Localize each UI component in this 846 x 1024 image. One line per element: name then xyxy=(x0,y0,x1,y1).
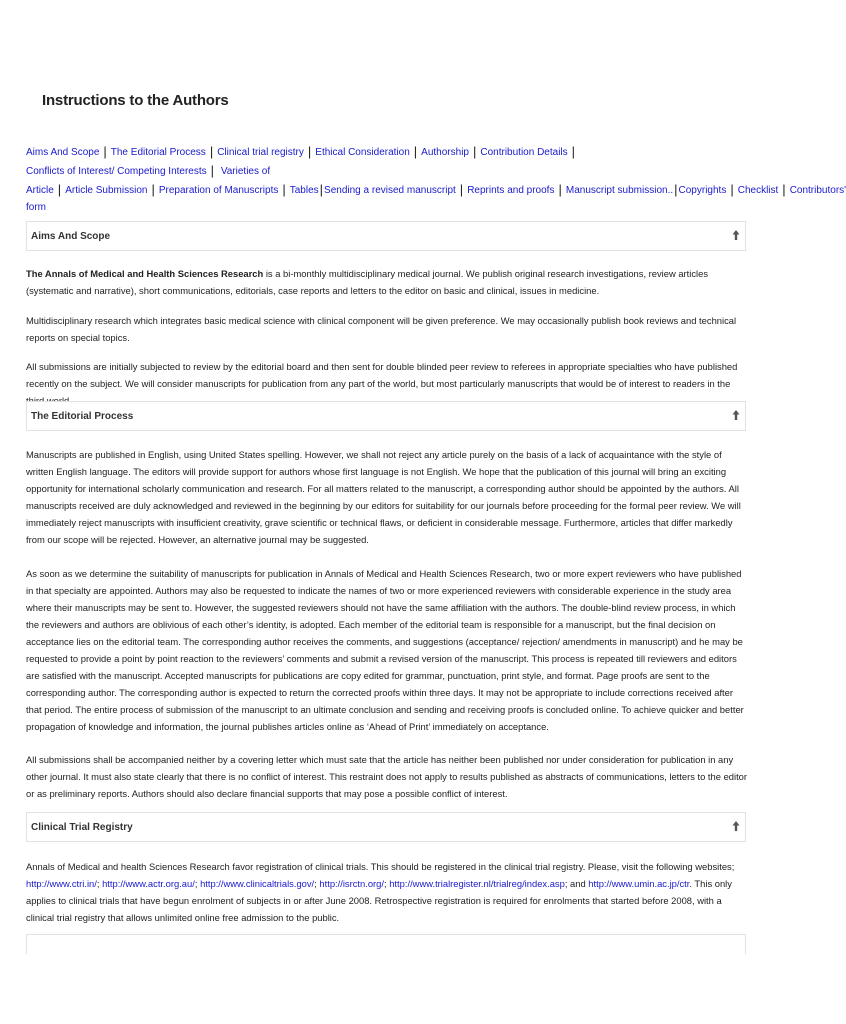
page-title: Instructions to the Authors xyxy=(42,92,229,109)
registry-link-isrctn[interactable]: http://isrctn.org/ xyxy=(319,878,384,889)
nav-link-conflicts-of-interest[interactable]: Conflicts of Interest/ Competing Interests xyxy=(26,166,207,177)
paragraph: As soon as we determine the suitability of manuscripts for publication in Annals of Medical and Health Sciences Research, two or more expert reviewers who have published in that specialty are appointed. Authors may also be requested to indicate the names of two or more experienced reviewers with considerable experience in the study area where their manuscripts may be sent to. However, the suggested reviewers should not have the same affiliation with the authors. The double-blind review process, in which the reviewers and authors are oblivious of each other’s identity, is adopted. Each member of the editorial team is responsible for a manuscript, but the final decision on acceptance lies on the editorial team. The corresponding author receives the comments, and suggestions (acceptance/ rejection/ amendments in manuscript) and he may be requested to provide a point by point reaction to the reviewers’ comments and submit a revised version of the manuscript. This process is repeated till reviewers and editors are satisfied with the manuscript. Accepted manuscripts for publications are copy edited for grammar, punctuation, print style, and format. Page proofs are sent to the corresponding author. The corresponding author is expected to return the corrected proofs within three days. It may not be appropriate to include corrections received after that period. The entire process of submission of the manuscript to an ultimate conclusion and sending and receiving proofs is concluded online. To achieve quicker and better propagation of knowledge and information, the journal publishes articles online as ‘Ahead of Print’ immediately on acceptance. xyxy=(26,568,744,732)
nav-separator: | xyxy=(674,182,678,197)
nav-separator: | xyxy=(103,144,107,159)
section-header-clinical-trial-registry[interactable] xyxy=(26,812,746,842)
back-to-top-arrow-icon[interactable] xyxy=(731,228,741,242)
nav-separator: | xyxy=(307,144,312,159)
registry-link-ctri[interactable]: http://www.ctri.in/ xyxy=(26,878,97,889)
nav-link-manuscript-submission[interactable]: Manuscript submission.. xyxy=(565,185,674,196)
registry-link-clinicaltrials[interactable]: http://www.clinicaltrials.gov/ xyxy=(200,878,315,889)
separator-text: ; and xyxy=(564,878,589,889)
nav-separator: | xyxy=(282,182,286,197)
nav-link-sending-revised-manuscript[interactable]: Sending a revised manuscript xyxy=(324,185,456,196)
nav-separator: | xyxy=(730,182,734,197)
back-to-top-arrow-icon[interactable] xyxy=(731,819,741,833)
nav-separator: | xyxy=(57,182,62,197)
nav-separator: | xyxy=(782,182,786,197)
nav-link-authorship[interactable]: Authorship xyxy=(421,147,469,158)
paragraph: Manuscripts are published in English, using United States spelling. However, we shall not reject any article purely on the basis of a lack of acquaintance with the style of written English language. The editors will provide support for authors whose first language is not English. We hope that the publication of this journal will bring an exciting opportunity for international scholarly communication and research. For all matters related to the manuscript, a corresponding author should be appointed by the authors. All manuscripts received are duly acknowledged and reviewed in the beginning by our editors for suitability for our journals before proceeding for the formal peer review. We will immediately reject manuscripts with insufficient creativity, grave scientific or technical flaws, or deficient in considerable message. Furthermore, articles that differ markedly from our scope will be rejected. However, an alternative journal may be suggested. xyxy=(26,449,741,545)
paragraph: All submissions are initially subjected to review by the editorial board and then sent for double blinded peer review to referees in appropriate specialties who have published recently on the subject. We will consider manuscripts for publication from any part of the world, but most particularly manuscripts that would be of interest to readers in the xyxy=(26,361,738,389)
nav-separator: | xyxy=(210,163,215,178)
paragraph-text: is a bi-monthly multidisciplinary medical journal. We publish original research investigations, review articles (systematic and narrative), short communications, editorials, case reports and letters to the editor on basic and clinical, issues in medicine. xyxy=(26,268,709,296)
section-heading: Clinical Trial Registry xyxy=(31,822,133,833)
nav-separator: | xyxy=(413,144,418,159)
separator-text: ; xyxy=(384,878,390,889)
nav-link-reprints-and-proofs[interactable]: Reprints and proofs xyxy=(467,185,555,196)
nav-link-preparation-of-manuscripts[interactable]: Preparation of Manuscripts xyxy=(158,185,279,196)
separator-text: ; xyxy=(96,878,103,889)
next-section-header xyxy=(26,934,746,954)
nav-link-tables[interactable]: Tables xyxy=(289,185,319,196)
paragraph-text: Annals of Medical and health Sciences Research favor registration of clinical trials. This should be registered in the clinical trial registry. Please, visit the following websites; xyxy=(26,861,735,872)
journal-name: The Annals of Medical and Health Sciences Research xyxy=(26,268,264,279)
section-header-aims-and-scope[interactable] xyxy=(26,221,746,251)
paragraph xyxy=(26,858,748,926)
section-header-editorial-process[interactable] xyxy=(26,401,746,431)
nav-separator: | xyxy=(558,182,562,197)
section-heading: Aims And Scope xyxy=(31,231,111,242)
paragraph: Multidisciplinary research which integrates basic medical science with clinical component will be given preference. We may occasionally publish book reviews and technical reports on special topics. xyxy=(26,315,737,343)
nav-link-contributors-form[interactable]: Contributors' form xyxy=(26,185,846,213)
nav-link-checklist[interactable]: Checklist xyxy=(737,185,779,196)
registry-link-actr[interactable]: http://www.actr.org.au/ xyxy=(102,878,195,889)
back-to-top-arrow-icon[interactable] xyxy=(731,408,741,422)
section-nav xyxy=(26,142,846,216)
paragraph-text: . This only applies to clinical trials that have begun enrolment of subjects in or after June 2008. Retrospective registration is required for enrolments that started before 2008, with a clinical trial registry that allows unlimited online free admission to the public. xyxy=(26,878,732,923)
nav-separator: | xyxy=(472,144,477,159)
nav-separator: | xyxy=(319,182,324,197)
section-heading: The Editorial Process xyxy=(31,411,134,422)
nav-link-clinical-trial-registry[interactable]: Clinical trial registry xyxy=(217,147,304,158)
nav-separator: | xyxy=(571,144,576,159)
separator-text: ; xyxy=(314,878,320,889)
paragraph xyxy=(26,265,748,299)
separator-text: ; xyxy=(194,878,201,889)
registry-link-trialregister[interactable]: http://www.trialregister.nl/trialreg/index.asp xyxy=(389,878,565,889)
nav-link-copyrights[interactable]: Copyrights xyxy=(678,185,727,196)
paragraph: All submissions shall be accompanied neither by a covering letter which must sate that the article has neither been published nor under consideration for publication in any other journal. It must also state clearly that there is no conflict of interest. This restraint does not apply to results published as abstracts of communications, letters to the editor or as preliminary reports. Authors should also declare financial supports that may pose a possible conflict of interest. xyxy=(26,754,748,799)
nav-separator: | xyxy=(209,144,214,159)
nav-separator: | xyxy=(151,182,155,197)
nav-link-varieties-of-article[interactable]: Varieties of Article xyxy=(26,166,271,196)
nav-link-article-submission[interactable]: Article Submission xyxy=(65,185,148,196)
nav-link-ethical-consideration[interactable]: Ethical Consideration xyxy=(315,147,410,158)
nav-link-editorial-process[interactable]: The Editorial Process xyxy=(110,147,206,158)
nav-link-contribution-details[interactable]: Contribution Details xyxy=(480,147,568,158)
registry-link-umin[interactable]: http://www.umin.ac.jp/ctr xyxy=(588,878,690,889)
nav-link-aims-and-scope[interactable]: Aims And Scope xyxy=(26,147,100,158)
nav-separator: | xyxy=(459,182,464,197)
